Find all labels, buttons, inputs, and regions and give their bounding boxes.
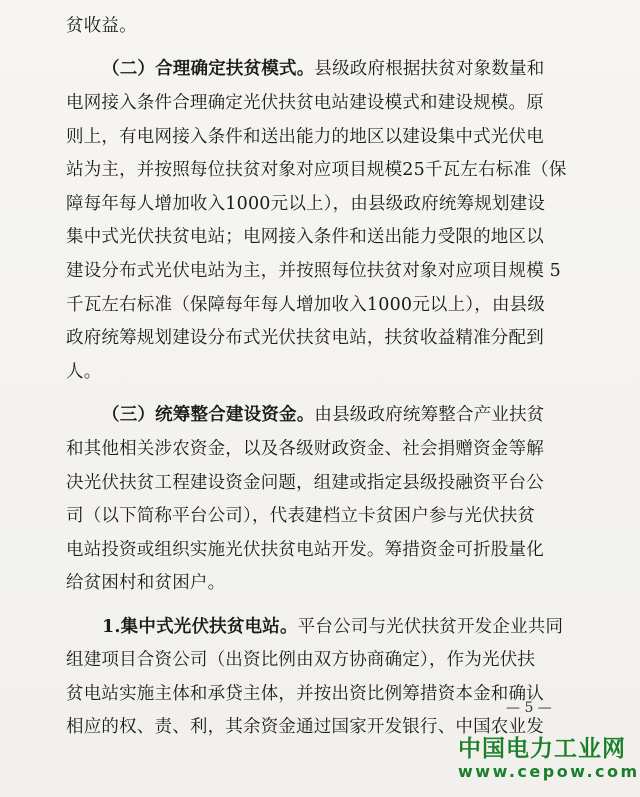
line-text: 县级政府根据扶贫对象数量和 (314, 59, 545, 79)
text-line (102, 615, 563, 639)
text-line (66, 326, 544, 350)
text-line (66, 225, 544, 249)
line-text: 贫收益。 (66, 16, 137, 36)
text-line (66, 682, 544, 706)
line-text: 障每年每人增加收入1000元以上），由县级政府统筹规划建设 (66, 194, 546, 214)
text-line (66, 192, 545, 216)
text-line (66, 648, 535, 672)
text-line (66, 14, 137, 38)
line-text: 建设分布式光伏电站为主，并按照每位扶贫对象对应项目规模 5 (66, 261, 561, 281)
line-text: 电站投资或组织实施光伏扶贫电站开发。筹措资金可折股量化 (66, 540, 544, 560)
text-line (102, 403, 545, 427)
line-text: 人。 (66, 362, 102, 382)
text-line (66, 125, 544, 149)
line-text: 司（以下简称平台公司），代表建档立卡贫困户参与光伏扶贫 (66, 506, 536, 526)
page-number: — 5 — (506, 700, 552, 716)
line-text: 政府统筹规划建设分布式光伏扶贫电站，扶贫收益精准分配到 (66, 328, 544, 348)
text-line (66, 471, 544, 495)
line-text: 组建项目合资公司（出资比例由双方协商确定），作为光伏扶 (66, 650, 536, 670)
text-line (66, 504, 535, 528)
text-line (66, 91, 544, 115)
line-text: 给贫困村和贫困户。 (66, 573, 226, 593)
watermark-site-url: www.cepow.com (458, 762, 640, 781)
text-line (66, 538, 544, 562)
text-line (66, 259, 561, 283)
watermark-site-name: 中国电力工业网 (458, 736, 626, 762)
line-text: 和其他相关涉农资金，以及各级财政资金、社会捐赠资金等解 (66, 439, 544, 459)
line-text: 千瓦左右标准（保障每年每人增加收入1000元以上），由县级 (66, 295, 546, 315)
text-line (66, 293, 545, 317)
section-heading: （二）合理确定扶贫模式。 (102, 59, 315, 79)
section-heading: （三）统筹整合建设资金。 (102, 405, 315, 425)
line-text: 决光伏扶贫工程建设资金问题，组建或指定县级投融资平台公 (66, 473, 544, 493)
text-line (66, 158, 567, 182)
line-text: 则上，有电网接入条件和送出能力的地区以建设集中式光伏电 (66, 127, 544, 147)
text-line (102, 57, 545, 81)
line-text: 集中式光伏扶贫电站；电网接入条件和送出能力受限的地区以 (66, 227, 544, 247)
text-line (66, 360, 101, 384)
line-text: 平台公司与光伏扶贫开发企业共同 (297, 617, 564, 637)
line-text: 电网接入条件合理确定光伏扶贫电站建设模式和建设规模。原 (66, 93, 544, 113)
text-line (66, 571, 225, 595)
line-text: 相应的权、责、利，其余资金通过国家开发银行、中国农业发 (66, 717, 544, 737)
line-text: 贫电站实施主体和承贷主体，并按出资比例筹措资本金和确认 (66, 684, 544, 704)
section-heading: 1.集中式光伏扶贫电站。 (102, 617, 298, 637)
text-line (66, 437, 544, 461)
line-text: 站为主，并按照每位扶贫对象对应项目规模25千瓦左右标准（保 (66, 160, 567, 180)
line-text: 由县级政府统筹整合产业扶贫 (314, 405, 545, 425)
